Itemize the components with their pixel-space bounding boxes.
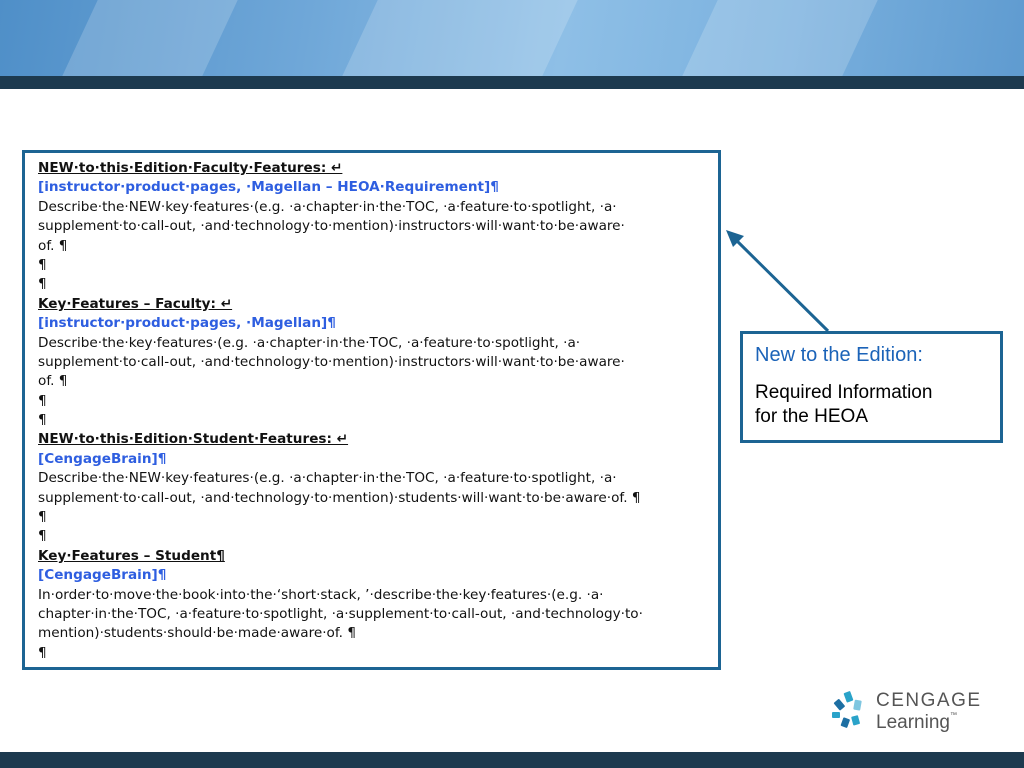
- doc-line: Describe·the·key·features·(e.g. ·a·chapter·in·the·TOC, ·a·feature·to·spotlight, ·a·: [38, 334, 581, 351]
- doc-line: ¶: [38, 392, 47, 409]
- doc-line: Key·Features – Faculty: ↵: [38, 295, 233, 312]
- doc-line: NEW·to·this·Edition·Faculty·Features: ↵: [38, 160, 343, 176]
- doc-line: supplement·to·call-out, ·and·technology·to·mention)·instructors·will·want·to·be·aware·: [38, 218, 625, 235]
- doc-line: ¶: [38, 256, 47, 273]
- doc-line: mention)·students·should·be·made·aware·of. ¶: [38, 625, 356, 642]
- logo-sub: [876, 712, 957, 734]
- callout-title: New to the Edition:: [755, 344, 923, 366]
- cengage-mark-icon: [828, 690, 872, 734]
- doc-line: ¶: [38, 412, 47, 429]
- doc-line: supplement·to·call-out, ·and·technology·to·mention)·students·will·want·to·be·aware·of. ¶: [38, 489, 641, 506]
- doc-line: [instructor·product·pages, ·Magellan]¶: [38, 315, 336, 332]
- doc-line: [CengageBrain]¶: [38, 567, 167, 584]
- banner-wave: [62, 0, 237, 76]
- document-text: [38, 159, 710, 663]
- doc-line: Describe·the·NEW·key·features·(e.g. ·a·chapter·in·the·TOC, ·a·feature·to·spotlight, ·a·: [38, 470, 617, 487]
- doc-line: [CengageBrain]¶: [38, 450, 167, 467]
- banner-wave: [342, 0, 577, 76]
- doc-line: ¶: [38, 528, 47, 545]
- doc-line: In·order·to·move·the·book·into·the·‘short·stack, ’·describe·the·key·features·(e.g. ·a·: [38, 586, 604, 603]
- doc-line: of. ¶: [38, 373, 68, 390]
- cengage-logo: [828, 688, 988, 740]
- callout-box: [740, 331, 1003, 443]
- doc-line: ¶: [38, 509, 47, 526]
- banner-wave: [682, 0, 877, 76]
- doc-line: NEW·to·this·Edition·Student·Features: ↵: [38, 431, 349, 448]
- doc-line: ¶: [38, 276, 47, 293]
- doc-line: Describe·the·NEW·key·features·(e.g. ·a·chapter·in·the·TOC, ·a·feature·to·spotlight, ·a·: [38, 198, 617, 215]
- bottom-rule: [0, 752, 1024, 768]
- logo-brand: CENGAGE: [876, 690, 982, 711]
- doc-line: ¶: [38, 644, 47, 661]
- callout-body-line: Required Information: [755, 382, 933, 403]
- callout-body-line: for the HEOA: [755, 406, 868, 427]
- logo-tm: ™: [949, 712, 957, 719]
- doc-line: of. ¶: [38, 237, 68, 254]
- document-excerpt-box: [22, 150, 721, 670]
- logo-sub-text: Learning: [876, 712, 950, 733]
- top-banner: [0, 0, 1024, 76]
- doc-line: chapter·in·the·TOC, ·a·feature·to·spotlight, ·a·supplement·to·call-out, ·and·technology·to·: [38, 605, 643, 622]
- callout-body: [755, 381, 988, 429]
- doc-line: [instructor·product·pages, ·Magellan – HEOA·Requirement]¶: [38, 179, 499, 196]
- doc-line: Key·Features – Student¶: [38, 547, 225, 564]
- top-rule: [0, 76, 1024, 89]
- doc-line: supplement·to·call-out, ·and·technology·to·mention)·instructors·will·want·to·be·aware·: [38, 353, 625, 370]
